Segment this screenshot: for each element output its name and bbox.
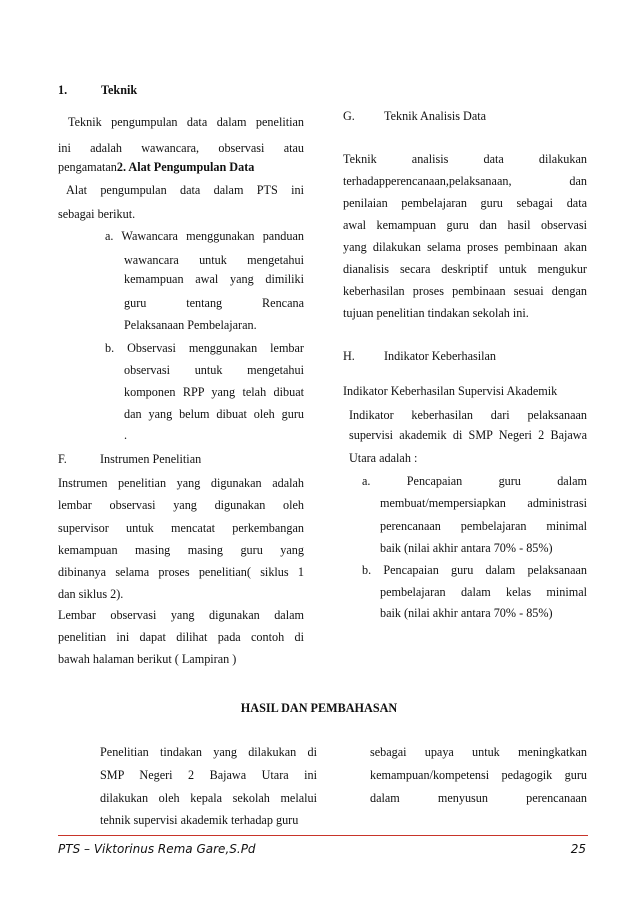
paragraph-line: penelitian ini dapat dilihat pada contoh di bbox=[58, 630, 304, 644]
paragraph-line: supervisor untuk mencatat perkembangan bbox=[58, 521, 304, 535]
section-h-subtitle: Indikator Keberhasilan Supervisi Akademik bbox=[343, 384, 558, 398]
section-2-heading: 2. Alat Pengumpulan Data bbox=[116, 160, 255, 174]
list-item-line: perencanaan pembelajaran minimal bbox=[380, 519, 587, 533]
list-item-line: wawancara untuk mengetahui bbox=[124, 253, 304, 267]
paragraph-line: tehnik supervisi akademik terhadap guru bbox=[100, 813, 299, 827]
footer-author: PTS – Viktorinus Rema Gare,S.Pd bbox=[58, 842, 256, 856]
section-f-number: F. bbox=[58, 452, 67, 466]
paragraph-line: Teknik analisis data dilakukan bbox=[343, 152, 587, 166]
paragraph-line: tujuan penelitian tindakan sekolah ini. bbox=[343, 306, 529, 320]
list-item-b: b. Pencapaian guru dalam pelaksanaan bbox=[362, 563, 587, 577]
paragraph-line: dibinanya selama proses penelitian( siklus 1 bbox=[58, 565, 304, 579]
list-item-line: Pelaksanaan Pembelajaran. bbox=[124, 318, 257, 332]
list-item-a: a. Pencapaian guru dalam bbox=[362, 474, 587, 488]
section-f-title: Instrumen Penelitian bbox=[100, 452, 202, 466]
paragraph-line: bawah halaman berikut ( Lampiran ) bbox=[58, 652, 237, 666]
list-item-b: b. Observasi menggunakan lembar bbox=[105, 341, 304, 355]
section-1-number: 1. bbox=[58, 83, 68, 97]
paragraph-line: supervisi akademik di SMP Negeri 2 Bajawa bbox=[349, 428, 587, 442]
paragraph-line bbox=[58, 160, 254, 174]
paragraph-line: kemampuan masing masing guru yang bbox=[58, 543, 304, 557]
section-g-number: G. bbox=[343, 109, 355, 123]
page-number: 25 bbox=[570, 842, 586, 856]
paragraph-line: Teknik pengumpulan data dalam penelitian bbox=[68, 115, 304, 129]
list-item-line: observasi untuk mengetahui bbox=[124, 363, 304, 377]
section-1-title: Teknik bbox=[101, 83, 138, 97]
paragraph-line: Indikator keberhasilan dari pelaksanaan bbox=[349, 408, 587, 422]
paragraph-line: Utara adalah : bbox=[349, 451, 418, 465]
paragraph-line: penilaian pembelajaran guru sebagai data bbox=[343, 196, 587, 210]
paragraph-line: lembar observasi yang digunakan oleh bbox=[58, 498, 304, 512]
paragraph-line: kemampuan/kompetensi pedagogik guru bbox=[370, 768, 587, 782]
paragraph-line: keberhasilan proses pembinaan sesuai dengan bbox=[343, 284, 587, 298]
paragraph-line: dianalisis secara deskriptif untuk mengukur bbox=[343, 262, 587, 276]
list-item-line: komponen RPP yang telah dibuat bbox=[124, 385, 304, 399]
paragraph-line: Penelitian tindakan yang dilakukan di bbox=[100, 745, 317, 759]
list-item-line: guru tentang Rencana bbox=[124, 296, 304, 310]
paragraph-line: dalam menyusun perencanaan bbox=[370, 791, 587, 805]
paragraph-line: yang dilakukan selama proses pembinaan akan bbox=[343, 240, 587, 254]
section-heading: HASIL DAN PEMBAHASAN bbox=[240, 701, 398, 715]
list-item-line: . bbox=[124, 428, 128, 442]
paragraph-line: dan siklus 2). bbox=[58, 587, 124, 601]
paragraph-line: awal kemampuan guru dan hasil observasi bbox=[343, 218, 587, 232]
list-item-line: baik (nilai akhir antara 70% - 85%) bbox=[380, 541, 553, 555]
list-item-line: kemampuan awal yang dimiliki bbox=[124, 272, 304, 286]
list-item-line: dan yang belum dibuat oleh guru bbox=[124, 407, 304, 421]
paragraph-line: Instrumen penelitian yang digunakan adalah bbox=[58, 476, 304, 490]
section-h-number: H. bbox=[343, 349, 355, 363]
paragraph-line: sebagai berikut. bbox=[58, 207, 136, 221]
paragraph-line: sebagai upaya untuk meningkatkan bbox=[370, 745, 587, 759]
paragraph-fragment: pengamatan bbox=[58, 160, 117, 174]
list-item-a: a. Wawancara menggunakan panduan bbox=[105, 229, 304, 243]
list-item-line: membuat/mempersiapkan administrasi bbox=[380, 496, 587, 510]
section-g-title: Teknik Analisis Data bbox=[384, 109, 487, 123]
paragraph-line: terhadapperencanaan,pelaksanaan, dan bbox=[343, 174, 587, 188]
paragraph-line: Lembar observasi yang digunakan dalam bbox=[58, 608, 304, 622]
list-item-line: pembelajaran dalam kelas minimal bbox=[380, 585, 587, 599]
footer-rule bbox=[58, 835, 588, 836]
paragraph-line: ini adalah wawancara, observasi atau bbox=[58, 141, 304, 155]
list-item-line: baik (nilai akhir antara 70% - 85%) bbox=[380, 606, 553, 620]
paragraph-line: dilakukan oleh kepala sekolah melalui bbox=[100, 791, 317, 805]
paragraph-line: Alat pengumpulan data dalam PTS ini bbox=[66, 183, 304, 197]
paragraph-line: SMP Negeri 2 Bajawa Utara ini bbox=[100, 768, 317, 782]
section-h-title: Indikator Keberhasilan bbox=[384, 349, 497, 363]
